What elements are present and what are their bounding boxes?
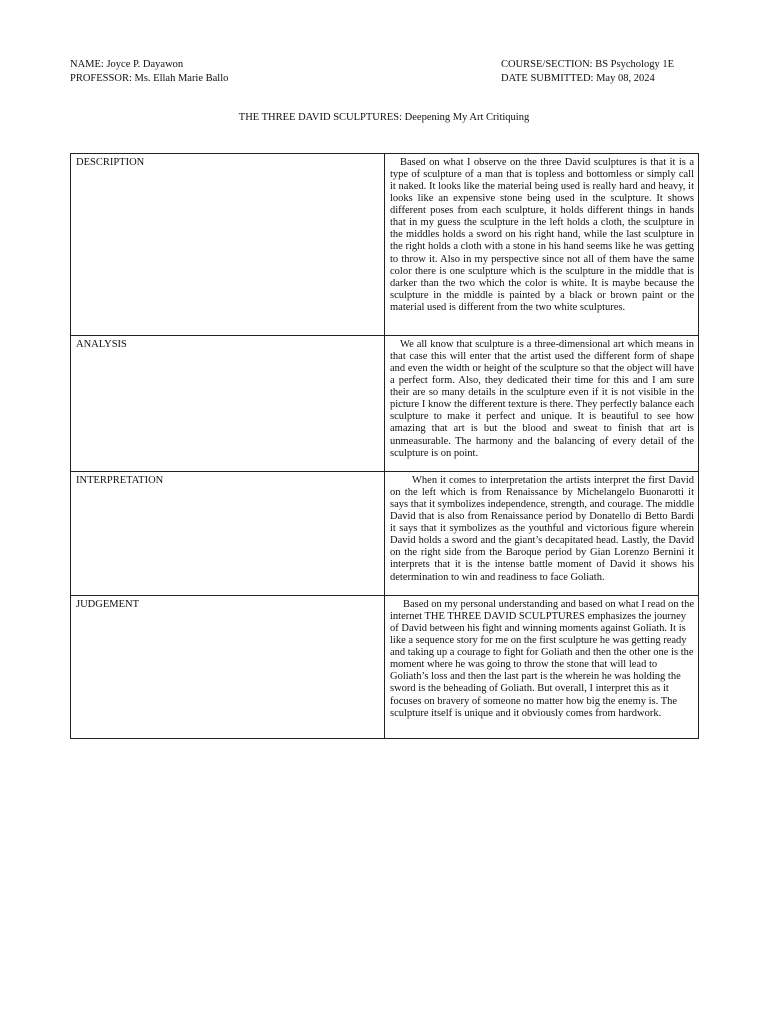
table-row-description <box>71 154 699 336</box>
row-label-analysis: ANALYSIS <box>71 336 385 472</box>
table-row-judgement <box>71 596 699 739</box>
student-name: NAME: Joyce P. Dayawon <box>70 59 184 70</box>
header-left <box>70 59 228 87</box>
row-text-interpretation: When it comes to interpretation the artists interpret the first David on the left which is from Renaissance by Michelangelo Buonarotti it says that it symbolizes independence, strength, and courage. The middle David that is also from Renaissance period by Donatello di Betto Bardi it says that it symbolizes as the youthful and victorious figure wherein David holds a sword and the giant’s decapitated head. Lastly, the David on the right side from the Baroque period by Gian Lorenzo Bernini it interprets that it is the intense battle moment of David it shows his determination to win and readiness to face Goliath. <box>385 472 699 596</box>
row-text-description: Based on what I observe on the three David sculptures is that it is a type of sculpture of a man that is topless and bottomless or simply call it naked. It looks like the material being used is really hard and heavy, it looks like an expensive stone being used in the sculpture. It shows different poses from each sculpture, it holds different things in hands that in my guess the sculpture in the left holds a cloth, the sculpture in the middles holds a sword on his right hand, while the last sculpture in the right holds a cloth with a stone in his hand seems like he was getting to throw it. Also in my perspective since not all of them have the same color there is one sculpture which is the sculpture in the middle that is darker than the two which the color is white. It is maybe because the sculpture in the middle is painted by a black or brown paint or the material used is different from the two white sculptures. <box>385 154 699 336</box>
date-submitted: DATE SUBMITTED: May 08, 2024 <box>501 73 655 84</box>
course-section: COURSE/SECTION: BS Psychology 1E <box>501 59 674 70</box>
row-label-judgement: JUDGEMENT <box>71 596 385 739</box>
professor-name: PROFESSOR: Ms. Ellah Marie Ballo <box>70 73 229 84</box>
row-label-interpretation: INTERPRETATION <box>71 472 385 596</box>
row-text-analysis: We all know that sculpture is a three-dimensional art which means in that case this will enter that the artist used the different form of shape and even the width or height of the sculpture so that the object will have a perfect form. Also, they dedicated their time for this and I am sure their are so many details in the sculpture even if it is not visible in the picture I know the different texture is there. They perfectly balance each sculpture to make it perfect and unique. It is beautiful to see how amazing that art is but the blood and sweat to finish that art is unmeasurable. The harmony and the balancing of every detail of the sculpture is on point. <box>385 336 699 472</box>
table-row-analysis <box>71 336 699 472</box>
document-title: THE THREE DAVID SCULPTURES: Deepening My Art Critiquing <box>238 112 530 123</box>
row-text-judgement: Based on my personal understanding and based on what I read on the internet THE THREE DAVID SCULPTURES emphasizes the journey of David between his fight and winning moments against Goliath. It is like a sequence story for me on the first sculpture he was getting ready and taking up a courage to fight for Goliath and then the other one is the moment where he was going to throw the stone that will lead to Goliath’s loss and then the last part is the wherein he was holding the sword is the beheading of Goliath. But overall, I interpret this as it focuses on bravery of someone no matter how big the enemy is. The sculpture itself is unique and it obviously comes from hardwork. <box>385 596 699 739</box>
header-right <box>501 59 674 87</box>
row-label-description: DESCRIPTION <box>71 154 385 336</box>
table-row-interpretation <box>71 472 699 596</box>
critique-table <box>70 153 699 739</box>
